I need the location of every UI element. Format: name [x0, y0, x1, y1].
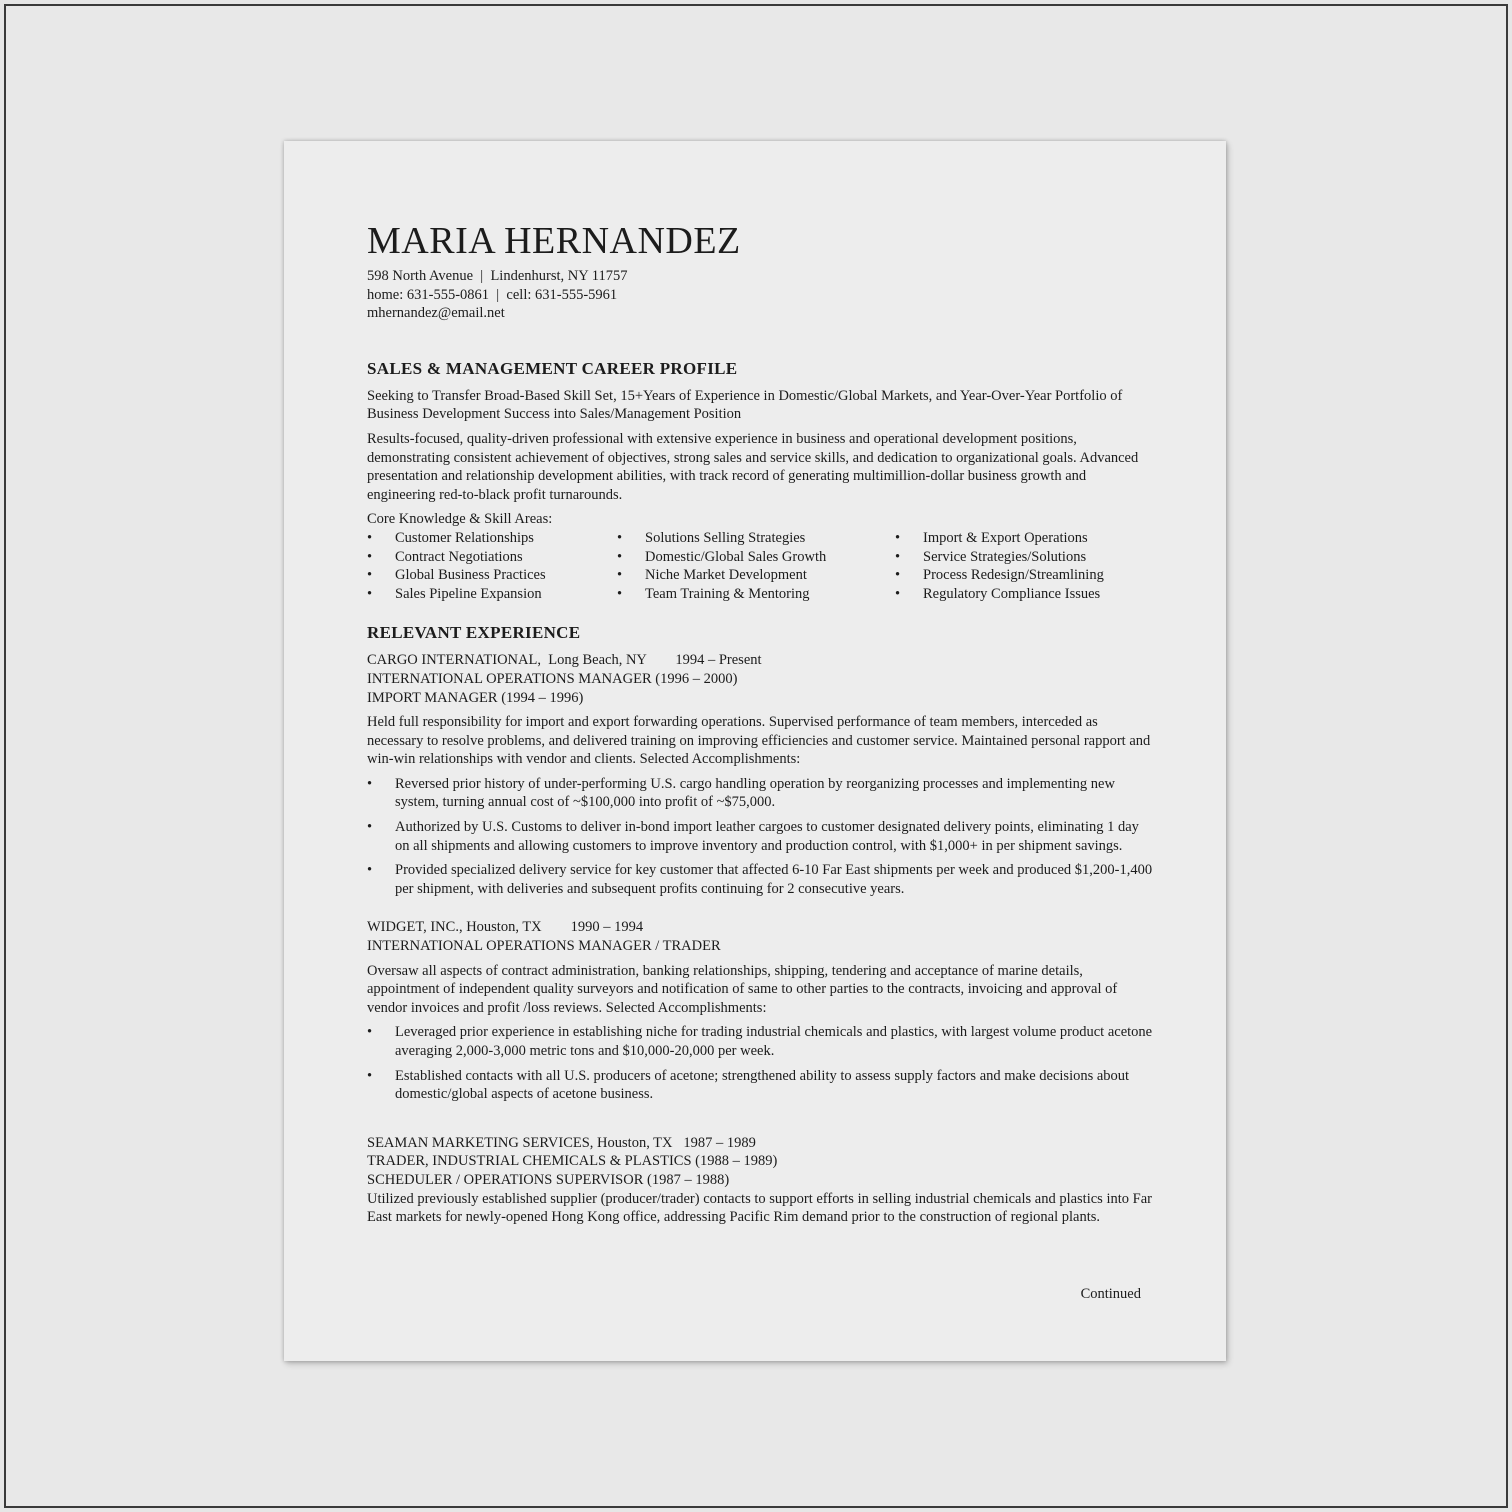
- skill-item: • Regulatory Compliance Issues: [895, 585, 1157, 604]
- job-accomplishments: [367, 775, 1157, 899]
- skill-item: • Niche Market Development: [617, 566, 895, 585]
- job-description: Utilized previously established supplier (producer/trader) contacts to support efforts in selling industrial chemicals and plastics into Far East markets for newly-opened Hong Kong office, addressing Pacific Rim demand prior to the construction of regional plants.: [367, 1190, 1152, 1226]
- profile-description: Results-focused, quality-driven professional with extensive experience in business and operational development positions, demonstrating consistent achievement of objectives, strong sales and service skills, and dedication to organizational goals. Advanced presentation and relationship development abilities, with track record of generating multimillion-dollar business growth and engineering red-to-black profit turnarounds.: [367, 430, 1139, 503]
- skill-item: • Contract Negotiations: [367, 548, 617, 567]
- job-entry: [367, 918, 1157, 1103]
- email-line: mhernandez@email.net: [367, 305, 505, 322]
- accomplishment-item: • Authorized by U.S. Customs to deliver in-bond import leather cargoes to customer designated delivery points, eliminating 1 day on all shipments and allowing customers to improve inventory and production control, with $1,000+ in per shipment savings.: [367, 818, 1157, 855]
- job-title-line: INTERNATIONAL OPERATIONS MANAGER (1996 – 2000): [367, 670, 738, 687]
- skills-column: [895, 529, 1157, 603]
- skill-item: • Process Redesign/Streamlining: [895, 566, 1157, 585]
- job-entry: [367, 651, 1157, 898]
- job-title-line: INTERNATIONAL OPERATIONS MANAGER / TRADER: [367, 938, 721, 955]
- candidate-name: MARIA HERNANDEZ: [367, 220, 741, 262]
- job-title-line: IMPORT MANAGER (1994 – 1996): [367, 689, 584, 706]
- job-title-line: TRADER, INDUSTRIAL CHEMICALS & PLASTICS (1988 – 1989): [367, 1153, 778, 1170]
- address-line: 598 North Avenue | Lindenhurst, NY 11757: [367, 268, 628, 284]
- accomplishment-item: • Provided specialized delivery service for key customer that affected 6-10 Far East shipments per week and produced $1,200-1,400 per shipment, with deliveries and subsequent profits continuing for 2 consecutive years.: [367, 861, 1157, 898]
- job-employer-line: WIDGET, INC., Houston, TX 1990 – 1994: [367, 919, 644, 936]
- skills-column: [617, 529, 895, 603]
- phone-line: home: 631-555-0861 | cell: 631-555-5961: [367, 286, 618, 303]
- profile-heading: SALES & MANAGEMENT CAREER PROFILE: [367, 358, 738, 378]
- experience-heading: RELEVANT EXPERIENCE: [367, 623, 581, 643]
- job-header: [367, 1134, 1157, 1190]
- skill-item: • Import & Export Operations: [895, 529, 1157, 548]
- job-employer-line: SEAMAN MARKETING SERVICES, Houston, TX 1987 – 1989: [367, 1134, 756, 1151]
- job-employer-line: CARGO INTERNATIONAL, Long Beach, NY 1994 – Present: [367, 652, 762, 669]
- job-accomplishments: [367, 1023, 1157, 1103]
- skill-item: • Service Strategies/Solutions: [895, 548, 1157, 567]
- accomplishment-item: • Leveraged prior experience in establishing niche for trading industrial chemicals and plastics, with largest volume product acetone averaging 2,000-3,000 metric tons and $10,000-20,000 per week.: [367, 1023, 1157, 1060]
- accomplishment-item: • Reversed prior history of under-performing U.S. cargo handling operation by reorganizing processes and implementing new system, turning annual cost of ~$100,000 into profit of ~$75,000.: [367, 775, 1157, 812]
- skills-grid: [367, 529, 1157, 603]
- job-header: [367, 918, 1157, 955]
- skill-item: • Global Business Practices: [367, 566, 617, 585]
- skills-column: [367, 529, 617, 603]
- job-description: Oversaw all aspects of contract administration, banking relationships, shipping, tendering and acceptance of marine details, appointment of independent quality surveyors and notification of same to other parties to the contracts, invoicing and approval of vendor invoices and profit /loss reviews. Selected Accomplishments:: [367, 962, 1118, 1016]
- skill-item: • Customer Relationships: [367, 529, 617, 548]
- job-description: Held full responsibility for import and export forwarding operations. Supervised performance of team members, interceded as necessary to resolve problems, and delivered training on improving efficiencies and customer service. Maintained personal rapport and win-win relationships with vendor and clients. Selected Accomplishments:: [367, 714, 1151, 768]
- resume-page: [284, 141, 1226, 1361]
- skill-item: • Solutions Selling Strategies: [617, 529, 895, 548]
- skill-item: • Sales Pipeline Expansion: [367, 585, 617, 604]
- job-header: [367, 651, 1157, 707]
- skills-label: Core Knowledge & Skill Areas:: [367, 511, 553, 528]
- resume-content: [367, 221, 1157, 1247]
- accomplishment-item: • Established contacts with all U.S. producers of acetone; strengthened ability to assess supply factors and make decisions about domestic/global aspects of acetone business.: [367, 1067, 1157, 1104]
- contact-block: [367, 267, 1157, 323]
- job-entry: [367, 1134, 1157, 1227]
- skill-item: • Domestic/Global Sales Growth: [617, 548, 895, 567]
- job-title-line: SCHEDULER / OPERATIONS SUPERVISOR (1987 – 1988): [367, 1171, 730, 1188]
- continued-note: Continued: [1080, 1286, 1141, 1302]
- profile-summary: Seeking to Transfer Broad-Based Skill Set, 15+Years of Experience in Domestic/Global Markets, and Year-Over-Year Portfolio of Business Development Success into Sales/Management Position: [367, 387, 1123, 423]
- skill-item: • Team Training & Mentoring: [617, 585, 895, 604]
